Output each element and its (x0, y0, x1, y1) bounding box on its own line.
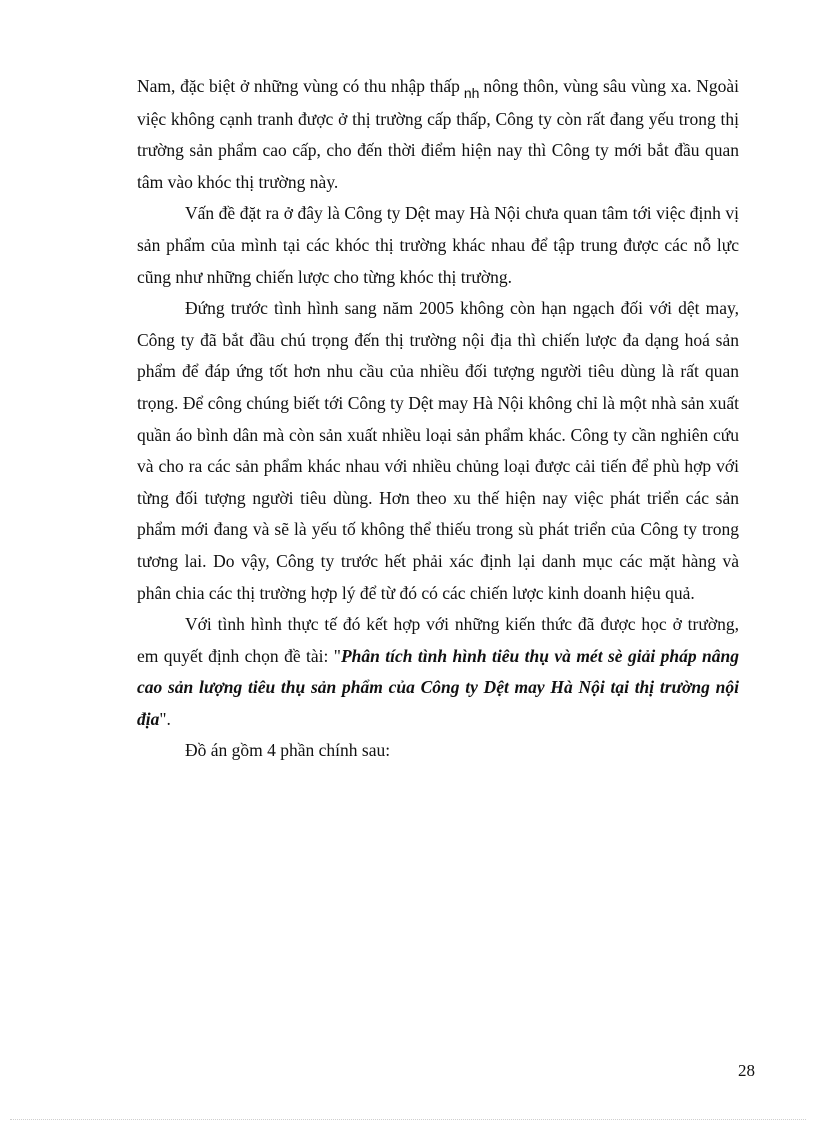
paragraph-5: Đồ án gồm 4 phần chính sau: (185, 740, 391, 761)
paragraph-4-lead: Với tình hình thực tế đó kết hợp với những kiến thức đã được học ở trường, em quyết định chọn đề tài: " (137, 614, 739, 666)
paragraph-1-lead: Nam, đặc biệt ở những vùng có thu nhập thấp (137, 76, 460, 96)
paragraph-4 (137, 609, 739, 735)
paragraph-4-tail: ". (159, 708, 171, 729)
paragraph-1-subscript: nh (463, 85, 480, 101)
paragraph-3: Đứng trước tình hình sang năm 2005 không còn hạn ngạch đối với dệt may, Công ty đã bắt đầu chú trọng đến thị trường nội địa thì chiến lược đa dạng hoá sản phẩm để đáp ứng tốt hơn nhu cầu của nhiều đối tượng người tiêu dùng là rất quan trọng. Để công chúng biết tới Công ty Dệt may Hà Nội không chỉ là một nhà sản xuất quần áo bình dân mà còn sản xuất nhiều loại sản phẩm khác. Công ty cần nghiên cứu và cho ra các sản phẩm khác nhau với nhiều chủng loại được cải tiến để phù hợp với từng đối tượng người tiêu dùng. Hơn theo xu thế hiện nay việc phát triển các sản phẩm mới đang và sẽ là yếu tố không thể thiếu trong sù phát triển của Công ty trong tương lai. Do vậy, Công ty trước hết phải xác định lại danh mục các mặt hàng và phân chia các thị trường hợp lý để từ đó có các chiến lược kinh doanh hiệu quả. (137, 298, 739, 603)
paragraph-2: Vấn đề đặt ra ở đây là Công ty Dệt may Hà Nội chưa quan tâm tới việc định vị sản phẩm của mình tại các khóc thị trường khác nhau để tập trung được các nỗ lực cũng như những chiến lược cho từng khóc thị trường. (137, 203, 739, 287)
paragraph-continuation (137, 71, 739, 198)
page-number: 28 (738, 1061, 755, 1080)
paragraph-1-rest: nông thôn, vùng sâu vùng xa. Ngoài việc không cạnh tranh được ở thị trường cấp thấp, Công ty còn rất đang yếu trong thị trường sản phẩm cao cấp, cho đến thời điểm hiện nay thì Công ty mới bắt đầu quan tâm vào khóc thị trường này. (137, 76, 739, 192)
thesis-title: Phân tích tình hình tiêu thụ và mét sè giải pháp nâng cao sản lượng tiêu thụ sản phẩm của Công ty Dệt may Hà Nội tại thị trường nội địa (137, 645, 739, 729)
body-text (137, 71, 739, 767)
page-bottom-divider (10, 1119, 806, 1120)
